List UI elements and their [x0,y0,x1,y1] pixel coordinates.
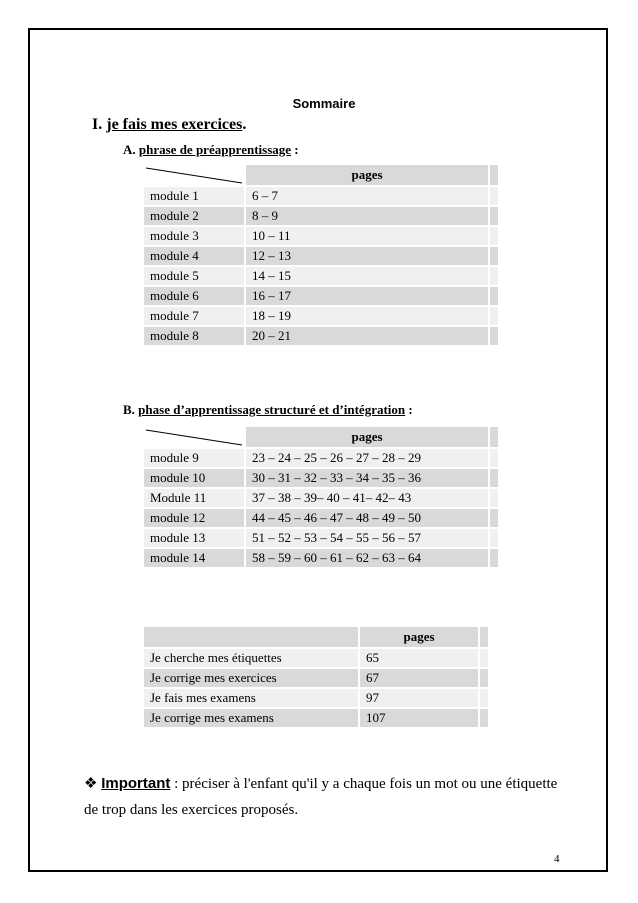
diagonal-line-icon [144,427,244,447]
table-preapprentissage [142,163,500,347]
row-pages-cell: 18 – 19 [246,307,488,325]
table-row [144,709,488,727]
row-label-cell: module 9 [144,449,244,467]
table-row [144,227,498,245]
table-row [144,469,498,487]
row-label-cell: module 4 [144,247,244,265]
table-row [144,669,488,687]
row-pages-cell: 8 – 9 [246,207,488,225]
row-label-cell: Je cherche mes étiquettes [144,649,358,667]
row-pages-cell: 51 – 52 – 53 – 54 – 55 – 56 – 57 [246,529,488,547]
row-pages-cell: 67 [360,669,478,687]
section-number: I. [92,116,103,133]
row-label-cell: module 3 [144,227,244,245]
table-corner-cell [144,427,244,447]
table-row [144,549,498,567]
table-row [144,689,488,707]
subsection-heading-b [123,402,413,418]
row-label-cell: module 8 [144,327,244,345]
row-pages-cell: 58 – 59 – 60 – 61 – 62 – 63 – 64 [246,549,488,567]
row-label-cell: module 13 [144,529,244,547]
row-pages-cell: 23 – 24 – 25 – 26 – 27 – 28 – 29 [246,449,488,467]
table-row [144,307,498,325]
row-pages-cell: 44 – 45 – 46 – 47 – 48 – 49 – 50 [246,509,488,527]
page-number: 4 [554,853,560,865]
subsection-letter: B. [123,402,135,417]
row-pages-cell: 16 – 17 [246,287,488,305]
row-pages-cell: 10 – 11 [246,227,488,245]
table-row [144,287,498,305]
row-pages-cell: 12 – 13 [246,247,488,265]
row-label-cell: module 2 [144,207,244,225]
row-label-cell: Je corrige mes examens [144,709,358,727]
row-label-cell: module 1 [144,187,244,205]
table-row [144,247,498,265]
row-label-cell: Module 11 [144,489,244,507]
important-label: Important [101,775,171,792]
row-label-cell: module 14 [144,549,244,567]
row-label-cell: Je fais mes examens [144,689,358,707]
table-header-blank [144,627,358,647]
table-header-pages: pages [246,427,488,447]
row-pages-cell: 97 [360,689,478,707]
subsection-heading-a [123,142,299,158]
table-row [144,267,498,285]
table-row [144,649,488,667]
row-pages-cell: 20 – 21 [246,327,488,345]
row-pages-cell: 37 – 38 – 39– 40 – 41– 42– 43 [246,489,488,507]
row-label-cell: module 7 [144,307,244,325]
subsection-letter: A. [123,142,136,157]
diagonal-line-icon [144,165,244,185]
table-row [144,529,498,547]
subsection-suffix: : [291,142,299,157]
row-pages-cell: 6 – 7 [246,187,488,205]
important-note [84,771,564,823]
row-pages-cell: 107 [360,709,478,727]
section-heading-1 [92,116,246,134]
subsection-suffix: : [405,402,413,417]
table-row [144,207,498,225]
important-text: : préciser à l'enfant qu'il y a chaque fois un mot ou une étiquette de trop dans les exercices proposés. [84,776,558,818]
table-row [144,489,498,507]
table-row [144,449,498,467]
row-pages-cell: 65 [360,649,478,667]
row-pages-cell: 14 – 15 [246,267,488,285]
section-suffix: . [242,116,247,133]
table-apprentissage-structure [142,425,500,569]
subsection-label: phrase de préapprentissage [138,142,292,157]
subsection-label: phase d’apprentissage structuré et d’intégration [138,402,406,417]
row-label-cell: module 5 [144,267,244,285]
table-header-pages: pages [360,627,478,647]
table-corner-cell [144,165,244,185]
section-label: je fais mes exercices [106,116,243,133]
row-label-cell: Je corrige mes exercices [144,669,358,687]
table-header-pages: pages [246,165,488,185]
row-label-cell: module 6 [144,287,244,305]
row-label-cell: module 10 [144,469,244,487]
table-row [144,509,498,527]
table-other-pages [142,625,490,729]
page-title: Sommaire [292,96,356,111]
row-label-cell: module 12 [144,509,244,527]
table-row [144,187,498,205]
row-pages-cell: 30 – 31 – 32 – 33 – 34 – 35 – 36 [246,469,488,487]
diamond-bullet-icon: ❖ [84,776,98,792]
table-row [144,327,498,345]
